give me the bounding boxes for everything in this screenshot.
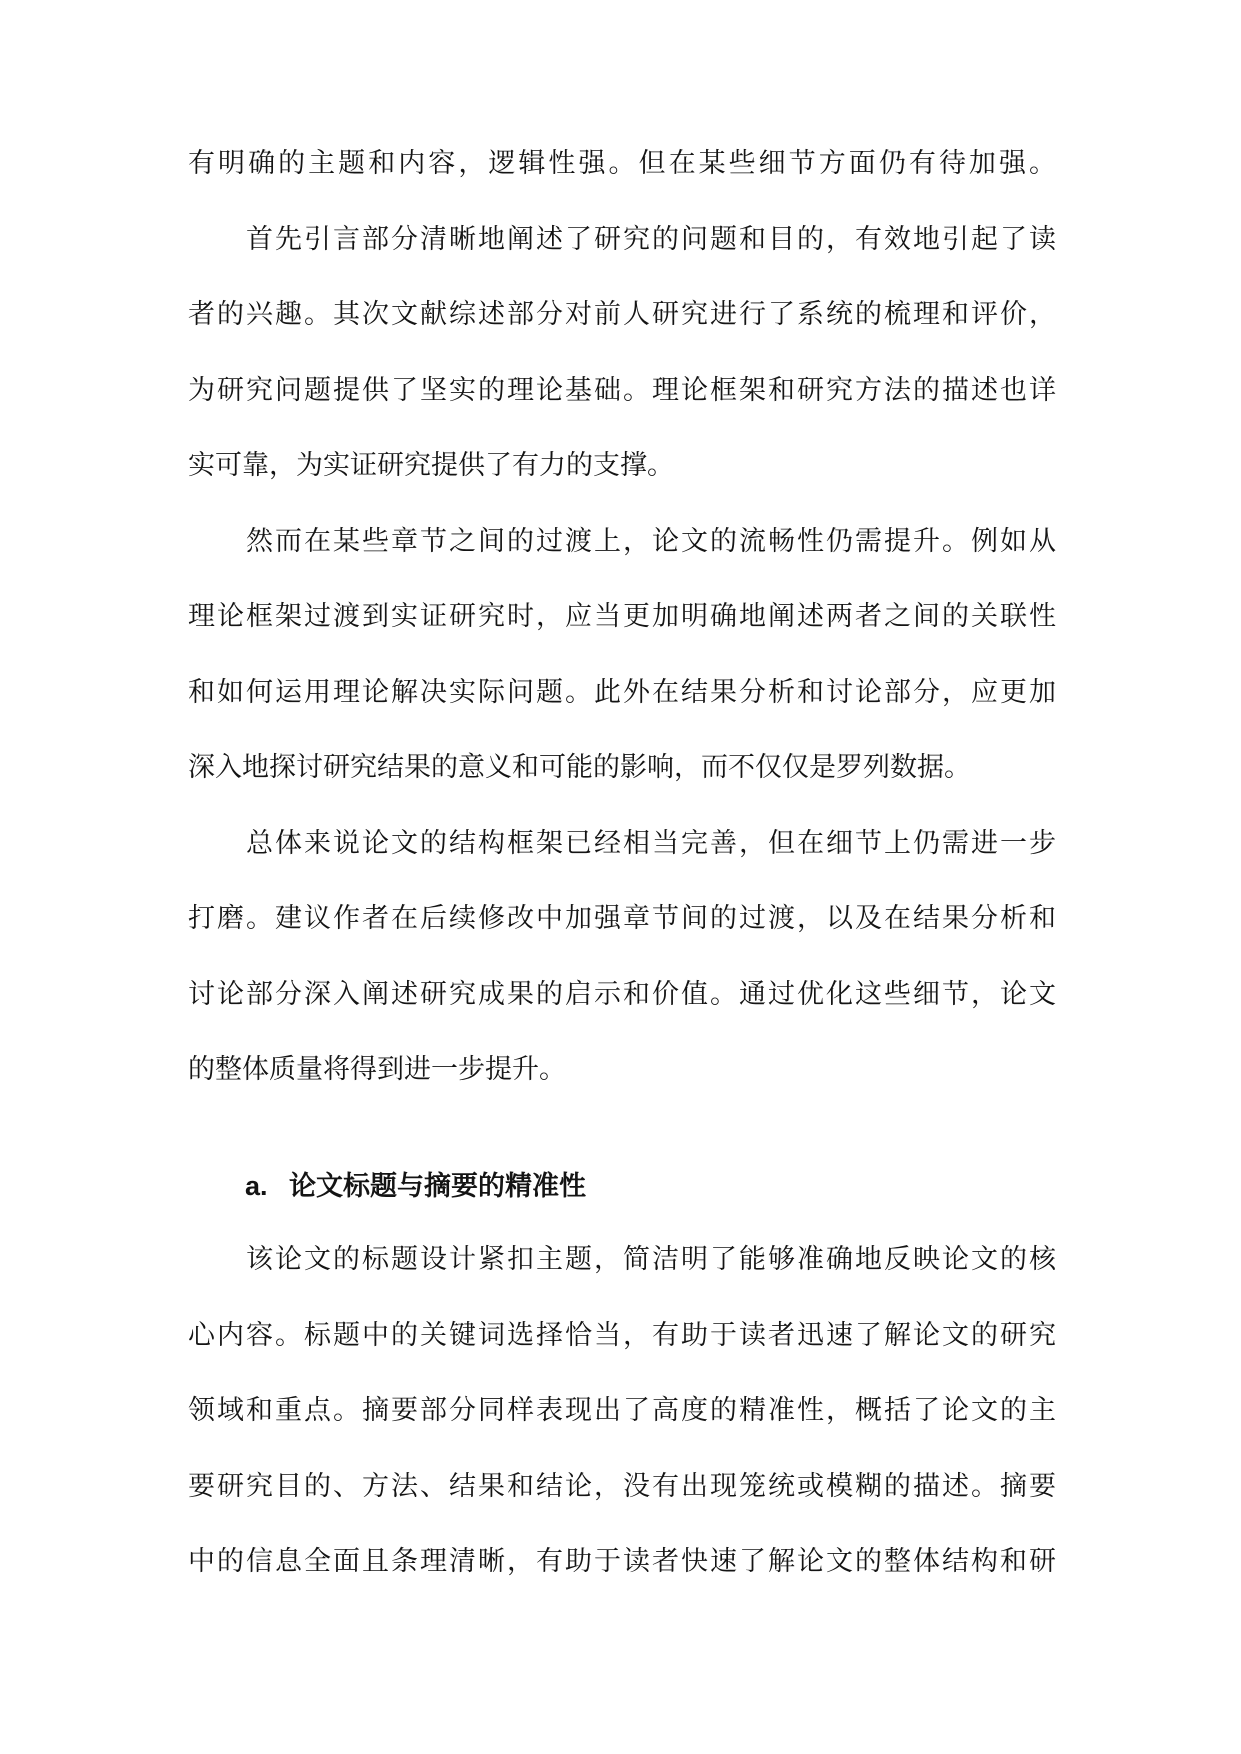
- paragraph-line: 和如何运用理论解决实际问题。此外在结果分析和讨论部分，应更加: [188, 676, 1056, 708]
- paragraph-line: 该论文的标题设计紧扣主题，简洁明了能够准确地反映论文的核: [246, 1244, 1056, 1275]
- section-heading: [245, 1161, 586, 1211]
- paragraph-line: 首先引言部分清晰地阐述了研究的问题和目的，有效地引起了读: [246, 223, 1056, 255]
- paragraph-line: 理论框架过渡到实证研究时，应当更加明确地阐述两者之间的关联性: [188, 601, 1056, 632]
- section-one-body: [188, 139, 1056, 1121]
- section-two-body: [188, 1235, 1056, 1613]
- paragraph-line: 要研究目的、方法、结果和结论，没有出现笼统或模糊的描述。摘要: [188, 1470, 1056, 1502]
- heading-title: 论文标题与摘要的精准性: [289, 1171, 586, 1202]
- paragraph-line: 打磨。建议作者在后续修改中加强章节间的过渡，以及在结果分析和: [188, 903, 1056, 934]
- paragraph-line: 讨论部分深入阐述研究成果的启示和价值。通过优化这些细节，论文: [188, 978, 1056, 1010]
- paragraph-line: 者的兴趣。其次文献综述部分对前人研究进行了系统的梳理和评价，: [188, 299, 1056, 330]
- paragraph-line: 深入地探讨研究结果的意义和可能的影响，而不仅仅是罗列数据。: [188, 752, 971, 783]
- paragraph-line: 总体来说论文的结构框架已经相当完善，但在细节上仍需进一步: [246, 827, 1056, 859]
- paragraph-line: 的整体质量将得到进一步提升。: [188, 1054, 566, 1085]
- paragraph-line: 有明确的主题和内容，逻辑性强。但在某些细节方面仍有待加强。: [188, 148, 1056, 179]
- paragraph-line: 实可靠，为实证研究提供了有力的支撑。: [188, 450, 674, 481]
- paragraph-line: 心内容。标题中的关键词选择恰当，有助于读者迅速了解论文的研究: [188, 1319, 1056, 1351]
- heading-marker: a.: [245, 1171, 268, 1201]
- paragraph-line: 为研究问题提供了坚实的理论基础。理论框架和研究方法的描述也详: [188, 374, 1056, 406]
- paragraph-line: 然而在某些章节之间的过渡上，论文的流畅性仍需提升。例如从: [246, 525, 1056, 557]
- paragraph-line: 中的信息全面且条理清晰，有助于读者快速了解论文的整体结构和研: [188, 1546, 1056, 1577]
- paragraph-line: 领域和重点。摘要部分同样表现出了高度的精准性，概括了论文的主: [188, 1395, 1056, 1426]
